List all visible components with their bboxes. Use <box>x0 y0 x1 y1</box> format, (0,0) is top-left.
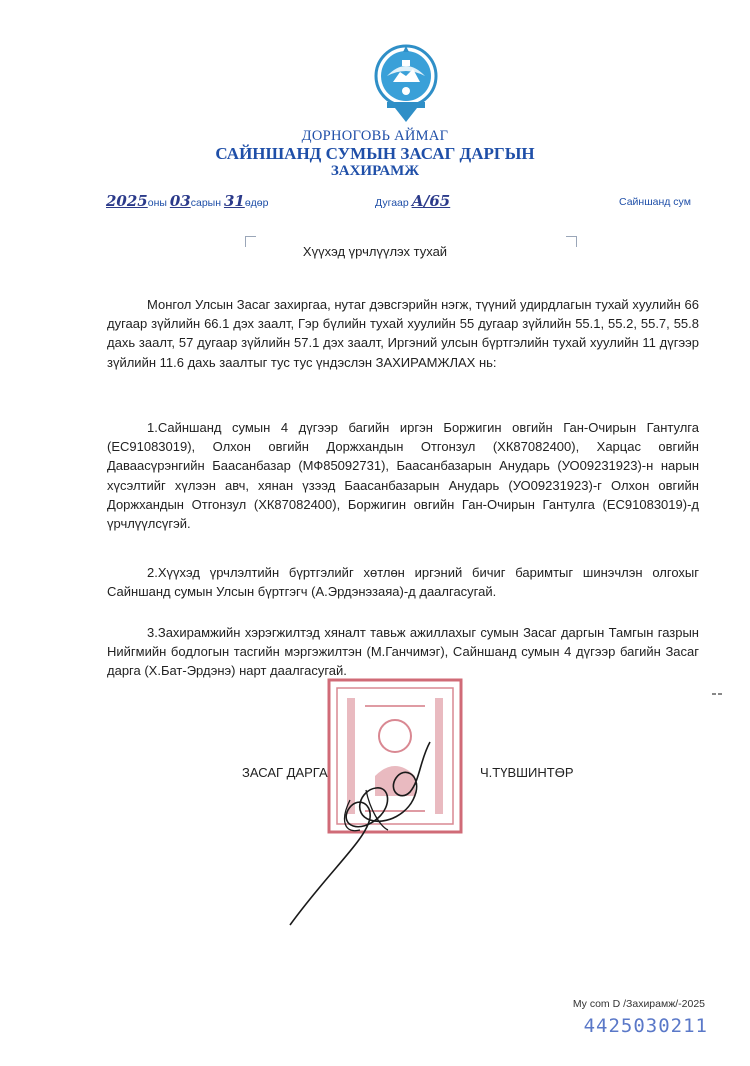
footer-reference: My com D /Захирамж/-2025 <box>572 998 705 1010</box>
document-number-label: Дугаар <box>375 197 409 209</box>
document-subject: Хүүхэд үрчлүүлэх тухай <box>302 244 448 259</box>
document-type-heading: ЗАХИРАМЖ <box>330 163 420 179</box>
state-emblem-icon <box>373 36 439 126</box>
date-year: 2025 <box>106 192 148 210</box>
scan-mark <box>712 693 716 695</box>
date-line <box>106 192 268 210</box>
office-heading: САЙНШАНД СУМЫН ЗАСАГ ДАРГЫН <box>215 144 535 163</box>
handwritten-signature-icon <box>270 730 450 930</box>
serial-number: 4425030211 <box>583 1015 708 1037</box>
document-number <box>375 192 450 210</box>
document-number-value: А/65 <box>411 192 451 210</box>
place-name: Сайншанд сум <box>619 196 691 208</box>
scan-mark <box>718 693 722 695</box>
order-paragraph-2: 2.Хүүхэд үрчлэлтийн бүртгэлийг хөтлөн иргэний бичиг баримтыг шинэчлэн олгохыг Сайншанд сумын Улсын бүртгэгч (А.Эрдэнэзаяа)-д даалгасугай. <box>107 565 699 600</box>
order-paragraph-3: 3.Захирамжийн хэрэгжилтэд хяналт тавьж ажиллахыг сумын Засаг даргын Тамгын газрын Нийгмийн бодлогын тасгийн мэргэжилтэн (М.Ганчимэг), Сайншанд сумын 4 дүгээр багийн Засаг дарга (Х.Бат-Эрдэнэ) нарт даалгасугай. <box>107 625 699 679</box>
province-heading: ДОРНОГОВЬ АЙМАГ <box>301 128 449 144</box>
date-year-suffix: оны <box>147 197 167 209</box>
date-day-suffix: өдөр <box>244 197 269 209</box>
date-month-suffix: сарын <box>190 197 222 209</box>
date-day: 31 <box>223 192 245 210</box>
date-month: 03 <box>169 192 191 210</box>
preamble-paragraph: Монгол Улсын Засаг захиргаа, нутаг дэвсгэрийн нэгж, түүний удирдлагын тухай хуулийн 66 дугаар зүйлийн 66.1 дэх заалт, Гэр бүлийн тухай хуулийн 55 дугаар зүйлийн 55.1, 55.2, 55.7, 55.8 дахь заалт, 57 дугаар зүйлийн 57.1 дэх заалт, Иргэний улсын бүртгэлийн тухай хуулийн 11 дүгээр зүйлийн 11.6 дахь заалтыг тус тус үндэслэн ЗАХИРАМЖЛАХ нь: <box>107 297 699 370</box>
order-paragraph-1: 1.Сайншанд сумын 4 дүгээр багийн иргэн Боржигин овгийн Ган-Очирын Гантулга (ЕС91083019), Олхон овгийн Доржхандын Отгонзул (ХК87082400), Харцас овгийн Даваасүрэнгийн Баасанбазар (МФ85092731), Баасанбазарын Анударь (УО09231923)-н нарын хүсэлтийг хүлээн авч, хянан үзээд Баасанбазарын Анударь (УО09231923)-г Олхон овгийн Доржхандын Отгонзул (ХК87082400), Боржигин овгийн Ган-Очирын Гантулга (ЕС91083019)-д үрчлүүлсүгэй. <box>107 420 699 532</box>
signatory-title: ЗАСАГ ДАРГА <box>242 765 328 780</box>
signatory-name: Ч.ТҮВШИНТӨР <box>480 765 574 780</box>
